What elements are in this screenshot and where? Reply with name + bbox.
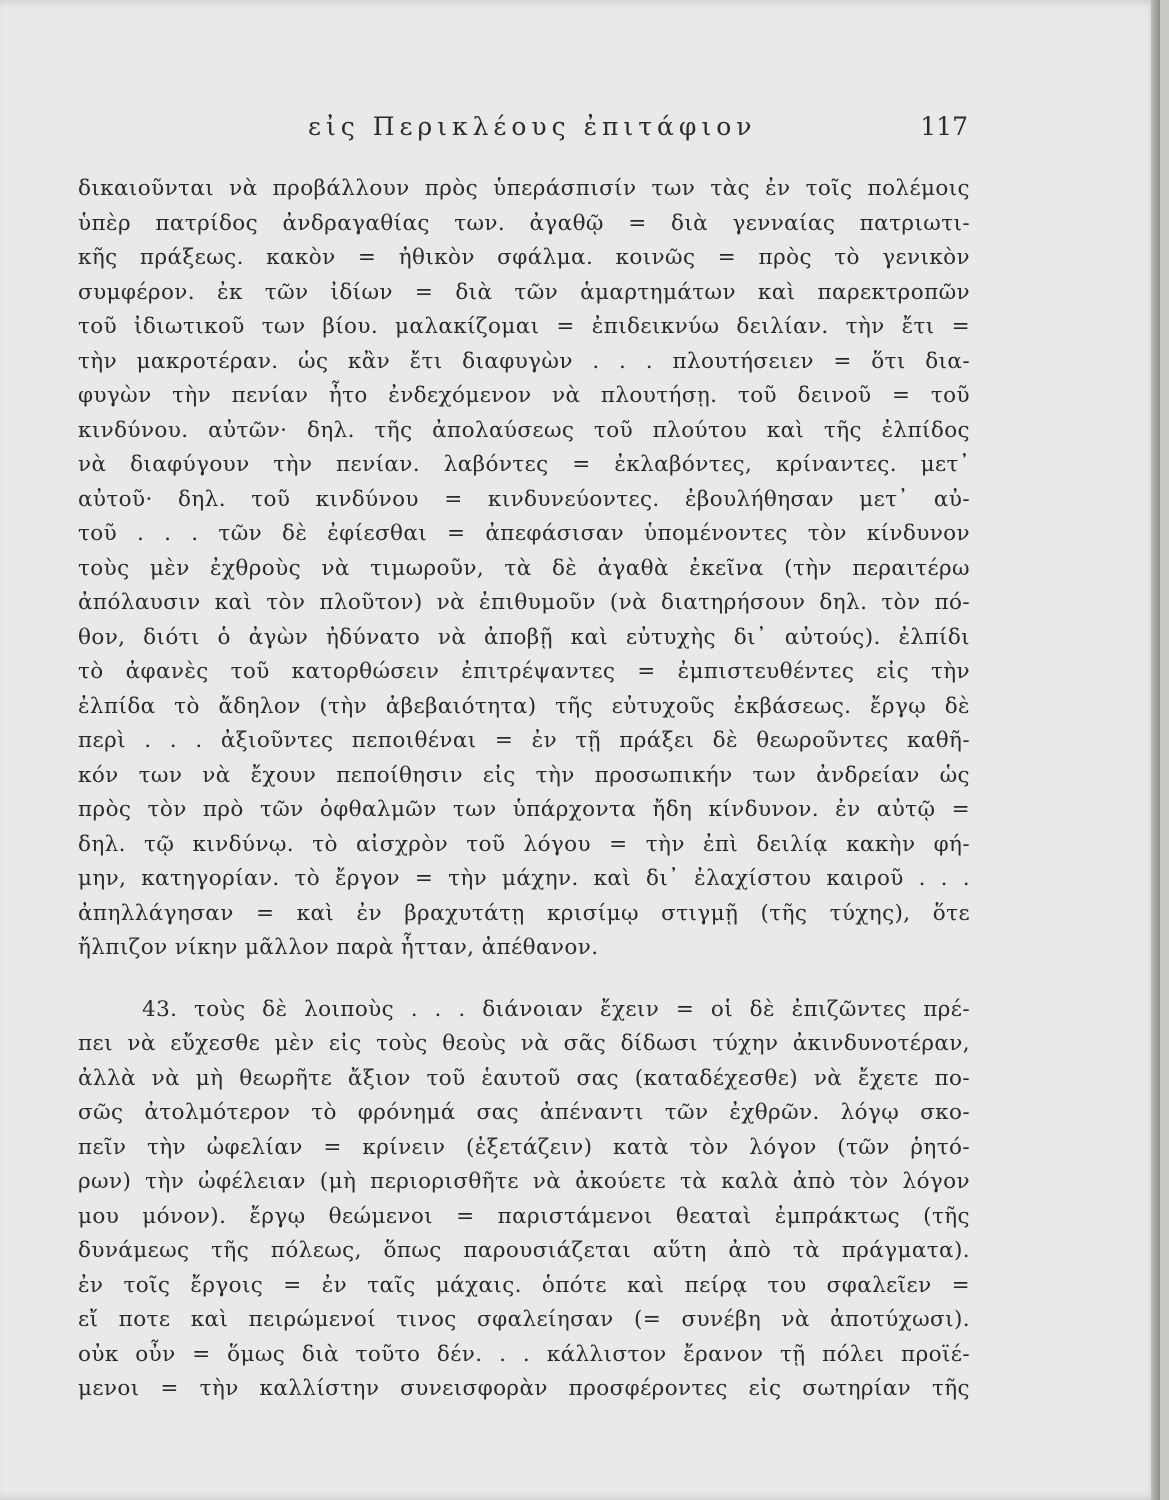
paragraph-commentary-42 [78,172,970,966]
text-line: μενοι = τὴν καλλίστην συνεισφορὰν προσφέροντες εἰς σωτηρίαν τῆς [78,1376,970,1401]
text-line: οὐκ οὖν = ὅμως διὰ τοῦτο δέν. . . κάλλιστον ἔρανον τῇ πόλει προϊέ- [78,1341,970,1367]
text-line: μου μόνον). ἔργῳ θεώμενοι = παριστάμενοι θεαταὶ ἐμπράκτως (τῆς [78,1203,970,1229]
text-line: τοῦ . . . τῶν δὲ ἐφίεσθαι = ἀπεφάσισαν ὑπομένοντες τὸν κίνδυνον [78,521,970,546]
text-line: κόν των νὰ ἔχουν πεποίθησιν εἰς τὴν προσωπικήν των ἀνδρείαν ὡς [78,762,970,788]
text-line: τὴν μακροτέραν. ὡς κἂν ἔτι διαφυγὼν . . . πλουτήσειεν = ὅτι δια- [78,348,970,374]
text-line: ὑπὲρ πατρίδος ἀνδραγαθίας των. ἀγαθῷ = διὰ γενναίας πατριωτι- [78,210,970,236]
text-line: ἤλπιζον νίκην μᾶλλον παρὰ ἧτταν, ἀπέθανον. [78,935,599,960]
page-header [78,112,968,148]
page-number: 117 [920,112,968,141]
paragraph-commentary-43 [78,993,970,1407]
text-line: περὶ . . . ἀξιοῦντες πεποιθέναι = ἐν τῇ πράξει δὲ θεωροῦντες καθῆ- [78,728,970,753]
text-line: σῶς ἀτολμότερον τὸ φρόνημά σας ἀπέναντι τῶν ἐχθρῶν. λόγῳ σκο- [78,1100,970,1125]
text-line: θον, διότι ὁ ἀγὼν ἠδύνατο νὰ ἀποβῇ καὶ εὐτυχὴς δι᾽ αὐτούς). ἐλπίδι [78,624,970,650]
text-line: ἀπηλλάγησαν = καὶ ἐν βραχυτάτῃ κρισίμῳ στιγμῇ (τῆς τύχης), ὅτε [78,900,970,926]
page-edge [1151,0,1160,1500]
page-body [78,172,970,1407]
text-line: κινδύνου. αὐτῶν· δηλ. τῆς ἀπολαύσεως τοῦ πλούτου καὶ τῆς ἐλπίδος [78,417,970,443]
text-line: ἀλλὰ νὰ μὴ θεωρῆτε ἄξιον τοῦ ἑαυτοῦ σας (καταδέχεσθε) νὰ ἔχετε πο- [78,1065,970,1091]
text-line: ἐλπίδα τὸ ἄδηλον (τὴν ἀβεβαιότητα) τῆς εὐτυχοῦς ἐκβάσεως. ἔργῳ δὲ [78,693,970,719]
text-line: πει νὰ εὔχεσθε μὲν εἰς τοὺς θεοὺς νὰ σᾶς δίδωσι τύχην ἀκινδυνοτέραν, [78,1031,970,1056]
text-line: τὸ ἀφανὲς τοῦ κατορθώσειν ἐπιτρέψαντες = ἐμπιστευθέντες εἰς τὴν [78,659,970,684]
paragraph-gap [78,966,970,993]
text-line: ρων) τὴν ὠφέλειαν (μὴ περιορισθῆτε νὰ ἀκούετε τὰ καλὰ ἀπὸ τὸν λόγον [78,1169,970,1194]
text-line: συμφέρον. ἐκ τῶν ἰδίων = διὰ τῶν ἁμαρτημάτων καὶ παρεκτροπῶν [78,279,970,305]
text-line: ἀπόλαυσιν καὶ τὸν πλοῦτον) νὰ ἐπιθυμοῦν (νὰ διατηρήσουν δηλ. τὸν πό- [78,590,970,615]
text-line: πεῖν τὴν ὠφελίαν = κρίνειν (ἐξετάζειν) κατὰ τὸν λόγον (τῶν ῥητό- [78,1134,970,1160]
text-line: δηλ. τῷ κινδύνῳ. τὸ αἰσχρὸν τοῦ λόγου = τὴν ἐπὶ δειλίᾳ κακὴν φή- [78,831,970,857]
text-line: τοὺς μὲν ἐχθροὺς νὰ τιμωροῦν, τὰ δὲ ἀγαθὰ ἐκεῖνα (τὴν περαιτέρω [78,555,970,581]
text-line: εἴ ποτε καὶ πειρώμενοί τινος σφαλείησαν (= συνέβη νὰ ἀποτύχωσι). [78,1307,970,1332]
text-line: τοῦ ἰδιωτικοῦ των βίου. μαλακίζομαι = ἐπιδεικνύω δειλίαν. τὴν ἔτι = [78,314,970,339]
text-line: νὰ διαφύγουν τὴν πενίαν. λαβόντες = ἐκλαβόντες, κρίναντες. μετ᾽ [78,452,970,477]
text-line: δικαιοῦνται νὰ προβάλλουν πρὸς ὑπεράσπισίν των τὰς ἐν τοῖς πολέμοις [78,176,970,201]
text-line: φυγὼν τὴν πενίαν ἦτο ἐνδεχόμενον νὰ πλουτήσῃ. τοῦ δεινοῦ = τοῦ [78,383,970,408]
text-line: κῆς πράξεως. κακὸν = ἠθικὸν σφάλμα. κοινῶς = πρὸς τὸ γενικὸν [78,245,970,270]
text-line: ἐν τοῖς ἔργοις = ἐν ταῖς μάχαις. ὁπότε καὶ πείρᾳ του σφαλεῖεν = [78,1272,970,1298]
text-line: μην, κατηγορίαν. τὸ ἔργον = τὴν μάχην. καὶ δι᾽ ἐλαχίστου καιροῦ . . . [78,866,970,891]
text-line: 43. τοὺς δὲ λοιποὺς . . . διάνοιαν ἔχειν = οἱ δὲ ἐπιζῶντες πρέ- [142,996,970,1022]
text-line: δυνάμεως τῆς πόλεως, ὅπως παρουσιάζεται αὕτη ἀπὸ τὰ πράγματα). [78,1238,970,1263]
text-line: αὐτοῦ· δηλ. τοῦ κινδύνου = κινδυνεύοντες. ἐβουλήθησαν μετ᾽ αὐ- [78,486,970,512]
running-head: εἰς Περικλέους ἐπιτάφιον [308,112,757,141]
text-line: πρὸς τὸν πρὸ τῶν ὀφθαλμῶν των ὑπάρχοντα ἤδη κίνδυνον. ἐν αὐτῷ = [78,797,970,822]
